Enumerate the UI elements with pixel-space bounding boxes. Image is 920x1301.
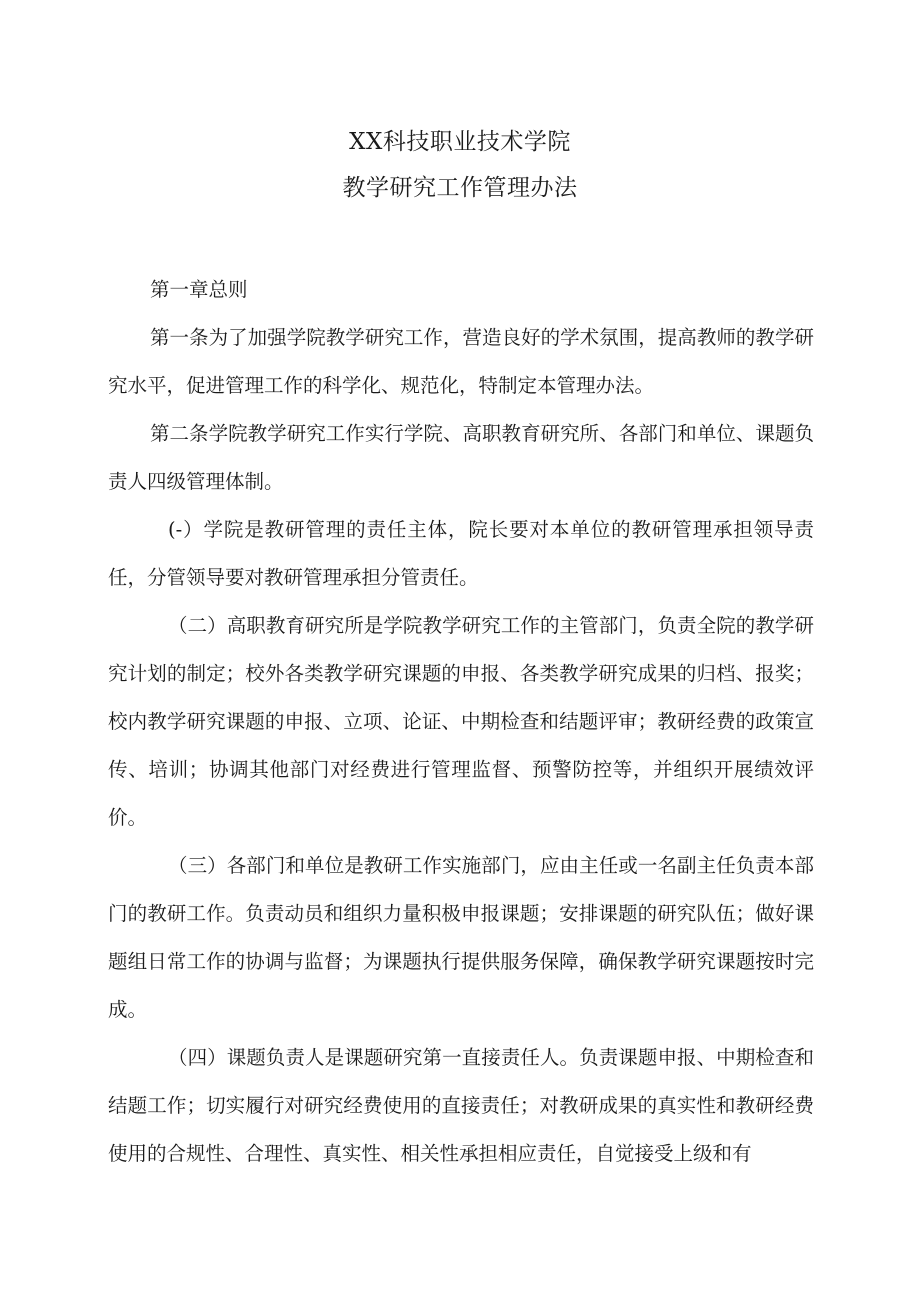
document-title-institution: XX科技职业技术学院 [349,129,571,155]
clause-paragraph: （二）高职教育研究所是学院教学研究工作的主管部门，负责全院的教学研究计划的制定；校外各类教学研究课题的申报、各类教学研究成果的归档、报奖；校内教学研究课题的申报、立项、论证、中期检查和结题评审；教研经费的政策宣传、培训；协调其他部门对经费进行管理监督、预警防控等，并组织开展绩效评价。 [108,614,814,829]
clause-paragraph: （三）各部门和单位是教研工作实施部门，应由主任或一名副主任负责本部门的教研工作。负责动员和组织力量积极申报课题；安排课题的研究队伍；做好课题组日常工作的协调与监督；为课题执行提供服务保障，确保教学研究课题按时完成。 [108,854,814,1021]
article-paragraph: 第一条为了加强学院教学研究工作，营造良好的学术氛围，提高教师的教学研究水平，促进管理工作的科学化、规范化，特制定本管理办法。 [108,326,814,397]
chapter-heading: 第一章总则 [150,278,248,301]
document-body [108,266,814,1178]
clause-paragraph: (-）学院是教研管理的责任主体，院长要对本单位的教研管理承担领导责任，分管领导要对教研管理承担分管责任。 [108,518,814,589]
document-title-regulation: 教学研究工作管理办法 [342,175,578,201]
article-paragraph: 第二条学院教学研究工作实行学院、高职教育研究所、各部门和单位、课题负责人四级管理体制。 [108,422,814,493]
clause-paragraph: （四）课题负责人是课题研究第一直接责任人。负责课题申报、中期检查和结题工作；切实履行对研究经费使用的直接责任；对教研成果的真实性和教研经费使用的合规性、合理性、真实性、相关性承担相应责任，自觉接受上级和有 [108,1046,814,1165]
